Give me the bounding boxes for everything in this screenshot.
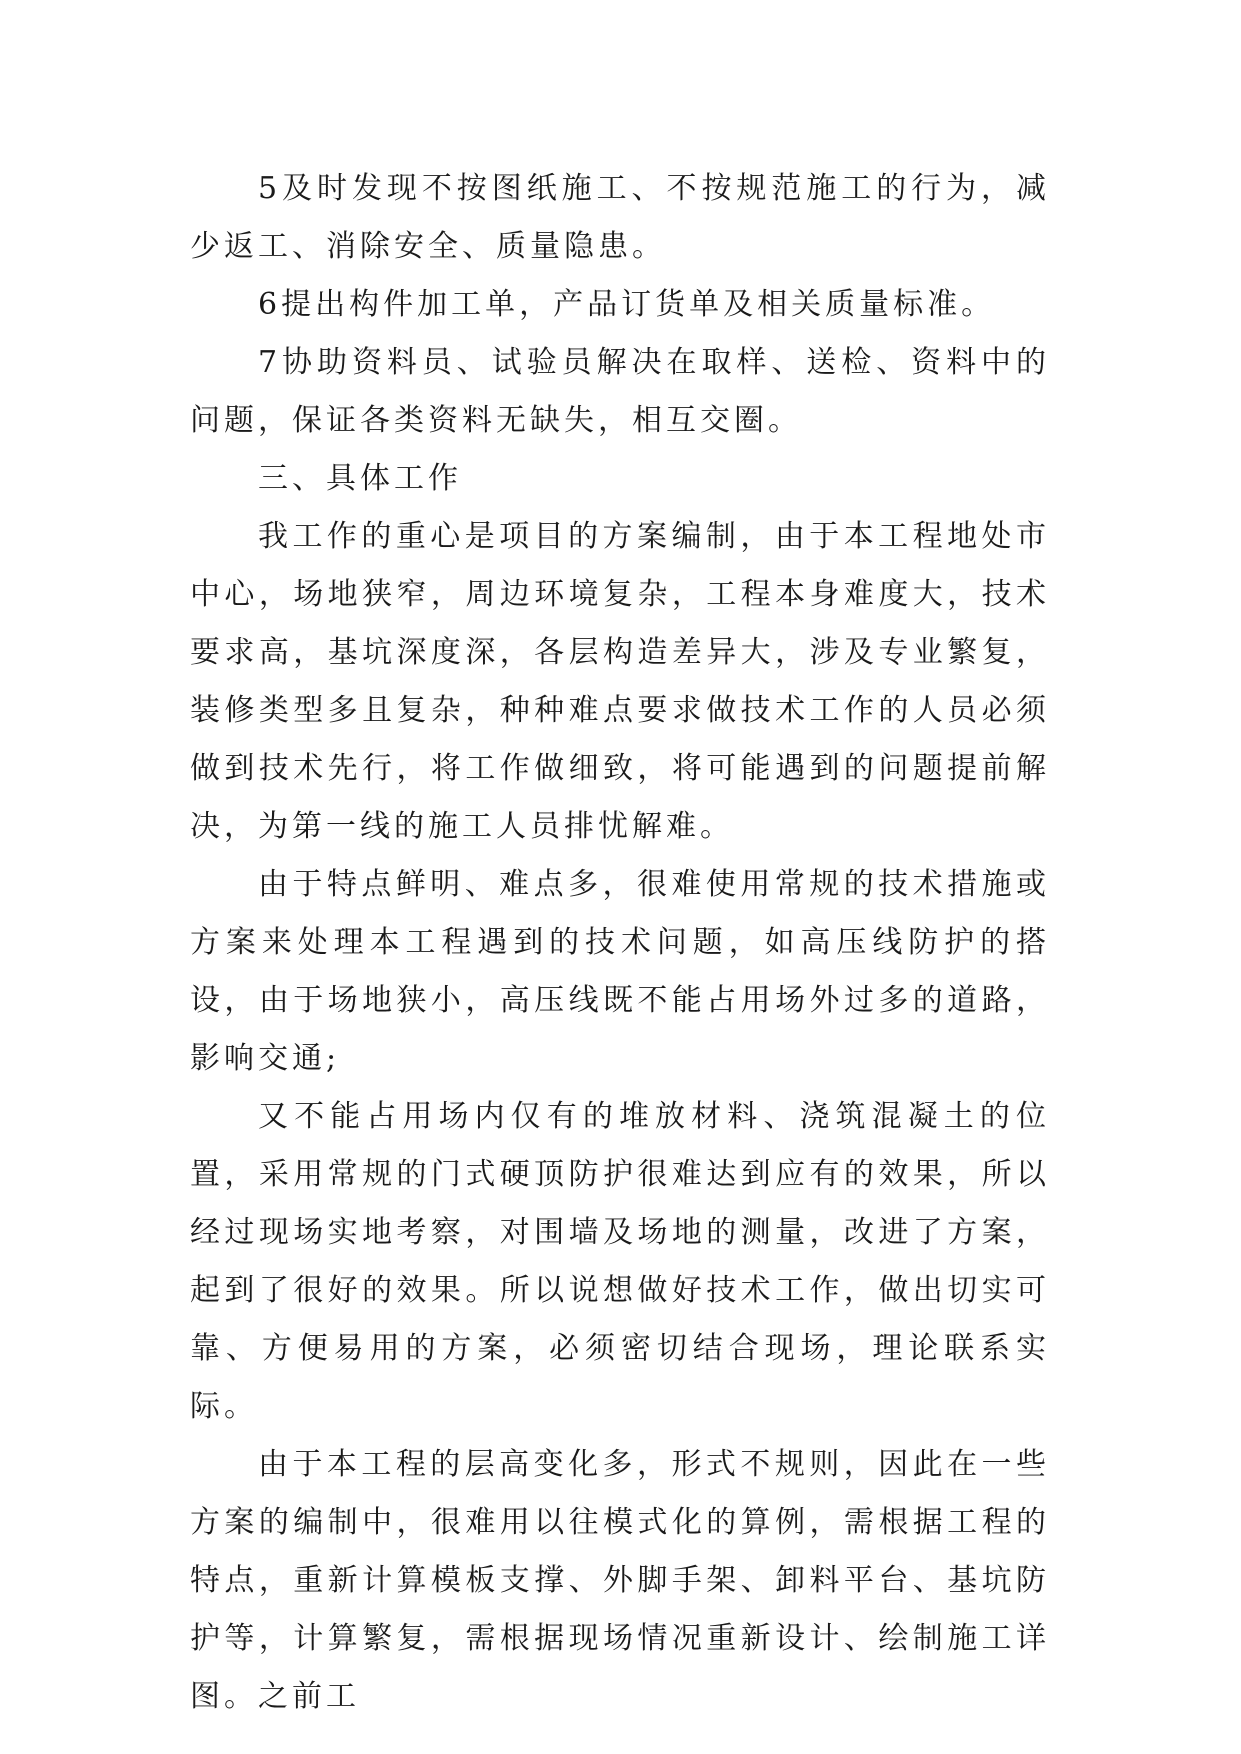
paragraph-difficulties: 由于特点鲜明、难点多，很难使用常规的技术措施或方案来处理本工程遇到的技术问题，如高压线防护的搭设，由于场地狭小，高压线既不能占用场外过多的道路，影响交通; [190, 867, 1050, 1076]
paragraph-work-focus: 我工作的重心是项目的方案编制，由于本工程地处市中心，场地狭窄，周边环境复杂，工程本身难度大，技术要求高，基坑深度深，各层构造差异大，涉及专业繁复，装修类型多且复杂，种种难点要求做技术工作的人员必须做到技术先行，将工作做细致，将可能遇到的问题提前解决，为第一线的施工人员排忧解难。 [190, 519, 1050, 844]
document-body [190, 160, 1050, 1726]
paragraph-site-solution: 又不能占用场内仅有的堆放材料、浇筑混凝土的位置，采用常规的门式硬顶防护很难达到应有的效果，所以经过现场实地考察，对围墙及场地的测量，改进了方案，起到了很好的效果。所以说想做好技术工作，做出切实可靠、方便易用的方案，必须密切结合现场，理论联系实际。 [190, 1099, 1050, 1424]
paragraph-item-5: 5及时发现不按图纸施工、不按规范施工的行为，减少返工、消除安全、质量隐患。 [190, 171, 1050, 264]
section-heading: 三、具体工作 [258, 461, 462, 496]
paragraph-item-7: 7协助资料员、试验员解决在取样、送检、资料中的问题，保证各类资料无缺失，相互交圈。 [190, 345, 1050, 438]
paragraph-item-6: 6提出构件加工单，产品订货单及相关质量标准。 [258, 287, 996, 322]
paragraph-calculation: 由于本工程的层高变化多，形式不规则，因此在一些方案的编制中，很难用以往模式化的算例，需根据工程的特点，重新计算模板支撑、外脚手架、卸料平台、基坑防护等，计算繁复，需根据现场情况重新设计、绘制施工详图。之前工 [190, 1447, 1050, 1714]
